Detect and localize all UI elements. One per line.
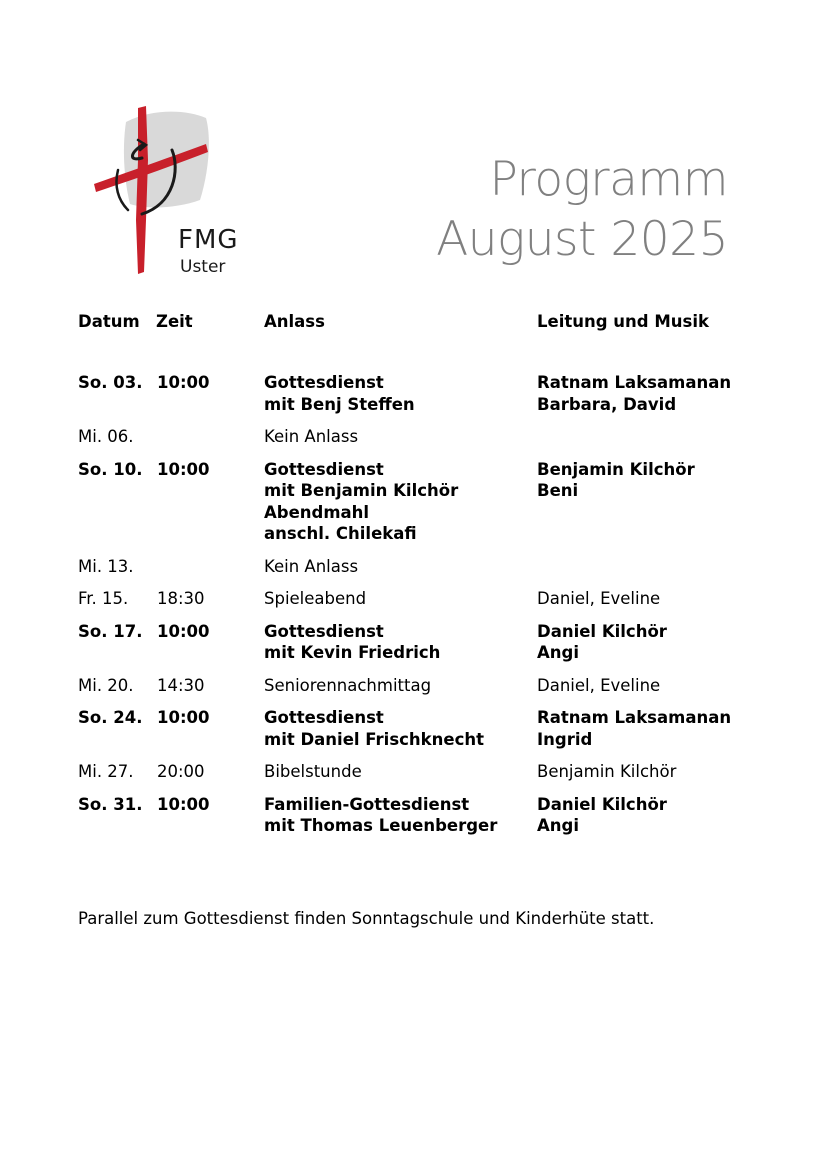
- row-event-line: mit Daniel Frischknecht: [264, 729, 484, 749]
- row-lead: [537, 459, 695, 502]
- row-event: [264, 794, 497, 837]
- row-lead-line: Ratnam Laksamanan: [537, 708, 732, 727]
- row-time: 18:30: [157, 589, 205, 608]
- page-title: [436, 150, 728, 270]
- row-lead-line: Benjamin Kilchör: [537, 459, 695, 479]
- row-date: Mi. 06.: [78, 427, 134, 446]
- row-event-line: Kein Anlass: [264, 427, 359, 446]
- row-event-line: Gottesdienst: [264, 459, 384, 479]
- row-lead: [537, 372, 731, 415]
- header-time: Zeit: [156, 312, 193, 331]
- row-lead-line: Angi: [537, 816, 579, 835]
- table-row: [78, 621, 778, 664]
- table-row: [78, 588, 778, 610]
- table-body: [78, 372, 778, 837]
- cross-logo-icon: [88, 100, 253, 280]
- table-row: [78, 426, 778, 448]
- row-event: [264, 621, 440, 664]
- row-date: Fr. 15.: [78, 589, 129, 608]
- title-line-program: Programm: [489, 152, 728, 207]
- row-lead: [537, 707, 731, 750]
- row-event-line: Bibelstunde: [264, 762, 362, 781]
- row-lead: [537, 794, 667, 837]
- row-date: So. 31.: [78, 794, 143, 814]
- row-event: [264, 459, 458, 545]
- logo-text-uster: Uster: [180, 257, 226, 277]
- fmg-uster-logo: [88, 100, 253, 280]
- row-event-line: mit Benjamin Kilchör: [264, 481, 459, 500]
- row-time: 10:00: [157, 459, 210, 479]
- row-lead: [537, 588, 660, 610]
- row-event: [264, 675, 431, 697]
- row-event-line: Seniorennachmittag: [264, 675, 432, 695]
- row-date: Mi. 27.: [78, 762, 134, 781]
- header-date: Datum: [78, 312, 140, 331]
- table-row: [78, 707, 778, 750]
- row-event: [264, 588, 366, 610]
- row-event-line: mit Thomas Leuenberger: [264, 816, 498, 835]
- row-date: So. 03.: [78, 373, 143, 392]
- table-row: [78, 794, 778, 837]
- logo-text-fmg: FMG: [178, 225, 239, 255]
- row-lead: [537, 675, 660, 697]
- footer-note: Parallel zum Gottesdienst finden Sonntagschule und Kinderhüte statt.: [78, 909, 655, 928]
- row-time: 10:00: [157, 708, 210, 727]
- table-header: [78, 312, 778, 342]
- row-event-line: Familien-Gottesdienst: [264, 794, 470, 814]
- row-event: [264, 372, 415, 415]
- row-event-line: Gottesdienst: [264, 708, 384, 727]
- row-event-line: Gottesdienst: [264, 621, 384, 641]
- row-lead-line: Ratnam Laksamanan: [537, 373, 732, 392]
- row-lead-line: Beni: [537, 481, 579, 500]
- row-event-line: Kein Anlass: [264, 556, 359, 576]
- row-event: [264, 761, 362, 783]
- row-event-line: Spieleabend: [264, 589, 367, 608]
- row-event-line: Gottesdienst: [264, 373, 384, 392]
- row-date: Mi. 13.: [78, 556, 134, 576]
- row-event-line: mit Benj Steffen: [264, 394, 415, 414]
- row-lead-line: Daniel, Eveline: [537, 675, 661, 695]
- row-time: 10:00: [157, 373, 210, 392]
- row-event: [264, 426, 358, 448]
- row-time: 10:00: [157, 794, 210, 814]
- row-date: Mi. 20.: [78, 675, 134, 695]
- header-lead: Leitung und Musik: [537, 312, 709, 331]
- row-time: 14:30: [157, 675, 205, 695]
- row-date: So. 10.: [78, 459, 143, 479]
- row-lead-line: Ingrid: [537, 729, 593, 749]
- table-row: [78, 372, 778, 415]
- row-date: So. 24.: [78, 708, 143, 727]
- row-event-line: Abendmahl: [264, 502, 370, 522]
- row-event: [264, 707, 484, 750]
- row-lead-line: Barbara, David: [537, 394, 677, 414]
- row-lead-line: Daniel, Eveline: [537, 589, 661, 608]
- row-lead: [537, 621, 667, 664]
- title-line-month: August 2025: [436, 212, 728, 267]
- row-event: [264, 556, 358, 578]
- row-lead-line: Benjamin Kilchör: [537, 762, 677, 781]
- row-lead-line: Daniel Kilchör: [537, 794, 667, 814]
- row-lead-line: Daniel Kilchör: [537, 621, 667, 641]
- row-event-line: mit Kevin Friedrich: [264, 643, 441, 662]
- program-table: [78, 312, 778, 837]
- row-time: 20:00: [157, 762, 205, 781]
- row-lead: [537, 761, 676, 783]
- header-event: Anlass: [264, 312, 325, 331]
- row-event-line: anschl. Chilekafi: [264, 524, 417, 543]
- table-row: [78, 675, 778, 697]
- table-row: [78, 761, 778, 783]
- row-lead-line: Angi: [537, 643, 579, 662]
- table-row: [78, 556, 778, 578]
- table-row: [78, 459, 778, 545]
- row-date: So. 17.: [78, 621, 143, 641]
- row-time: 10:00: [157, 621, 210, 641]
